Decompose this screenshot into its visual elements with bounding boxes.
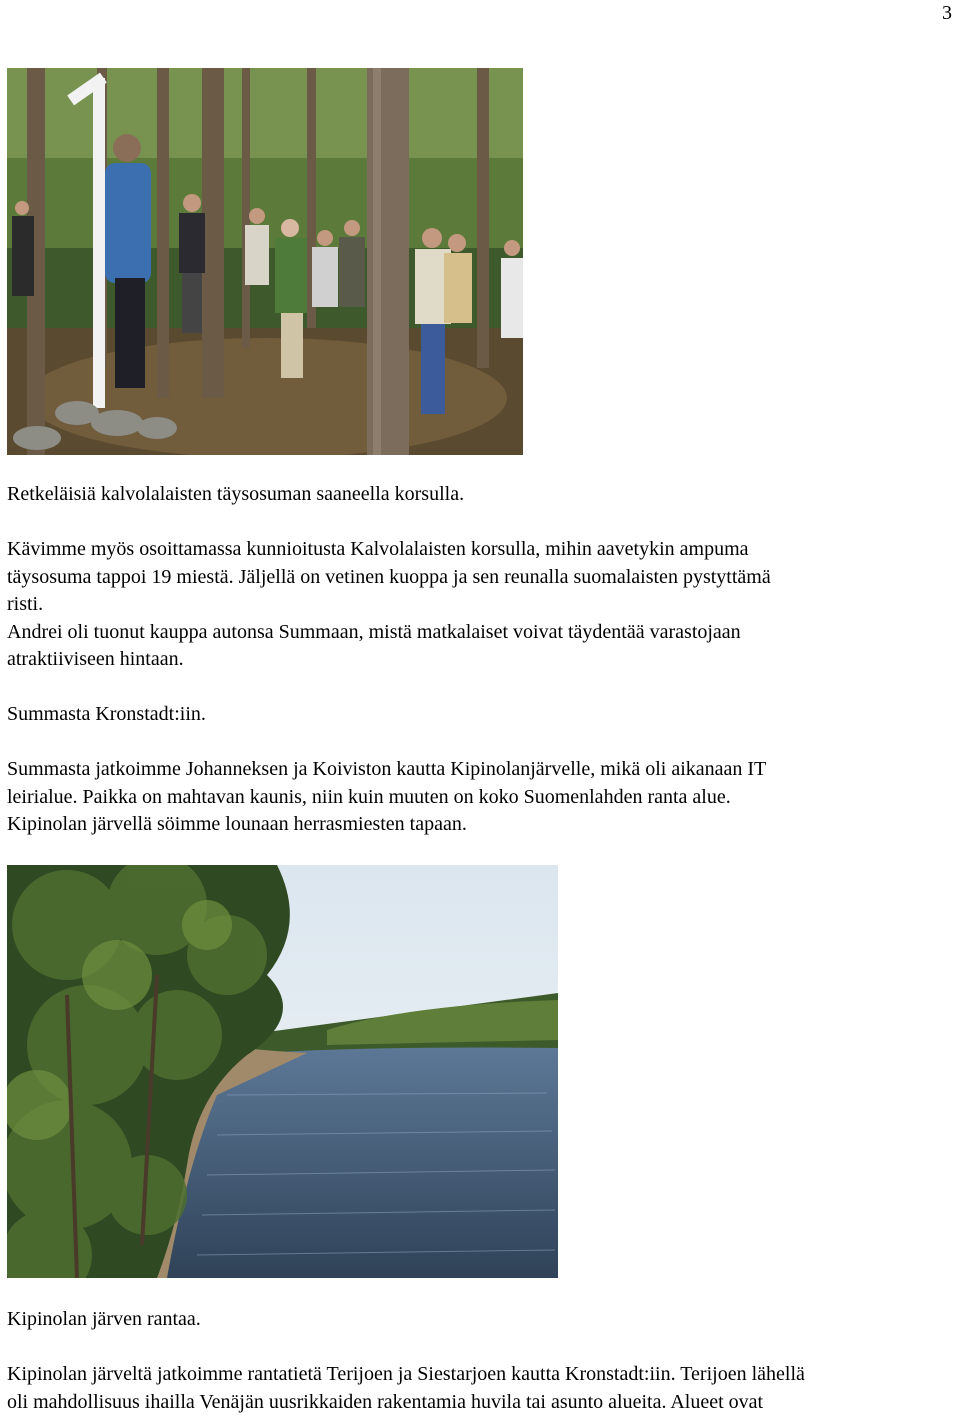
text-line: Summasta jatkoimme Johanneksen ja Koiviston kautta Kipinolanjärvelle, mikä oli aikanaan IT (7, 758, 767, 780)
photo-caption-1: Retkeläisiä kalvolalaisten täysosuman saaneella korsulla. (7, 483, 465, 505)
text-line: oli mahdollisuus ihailla Venäjän uusrikkaiden rakentamia huvila tai asunto alueita. Alueet ovat (7, 1390, 764, 1413)
text-line: Kipinolan järvellä söimme lounaan herrasmiesten tapaan. (7, 813, 467, 835)
text-line: leirialue. Paikka on mahtavan kaunis, niin kuin muuten on koko Suomenlahden ranta alue. (7, 785, 731, 808)
text-line: Kipinolan järveltä jatkoimme rantatietä Terijoen ja Siestarjoen kautta Kronstadt:iin. Terijoen lähellä (7, 1363, 805, 1385)
paragraph-korsu (7, 536, 957, 674)
photo-caption-2: Kipinolan järven rantaa. (7, 1308, 201, 1330)
lake-shore-photo (7, 865, 558, 1278)
text-line: atraktiiviseen hintaan. (7, 648, 184, 670)
page-number: 3 (942, 2, 952, 24)
text-line: täysosuma tappoi 19 miestä. Jäljellä on vetinen kuoppa ja sen reunalla suomalaisten pystyttämä (7, 565, 771, 588)
section-heading: Summasta Kronstadt:iin. (7, 703, 206, 725)
text-line: risti. (7, 593, 44, 615)
paragraph-kronstadt (7, 1361, 957, 1416)
text-line: Kävimme myös osoittamassa kunnioitusta Kalvolalaisten korsulla, mihin aavetykin ampuma (7, 538, 749, 560)
text-line: Andrei oli tuonut kauppa autonsa Summaan, mistä matkalaiset voivat täydentää varastojaan (7, 620, 741, 643)
paragraph-kipinola (7, 756, 957, 839)
forest-group-photo (7, 68, 523, 455)
